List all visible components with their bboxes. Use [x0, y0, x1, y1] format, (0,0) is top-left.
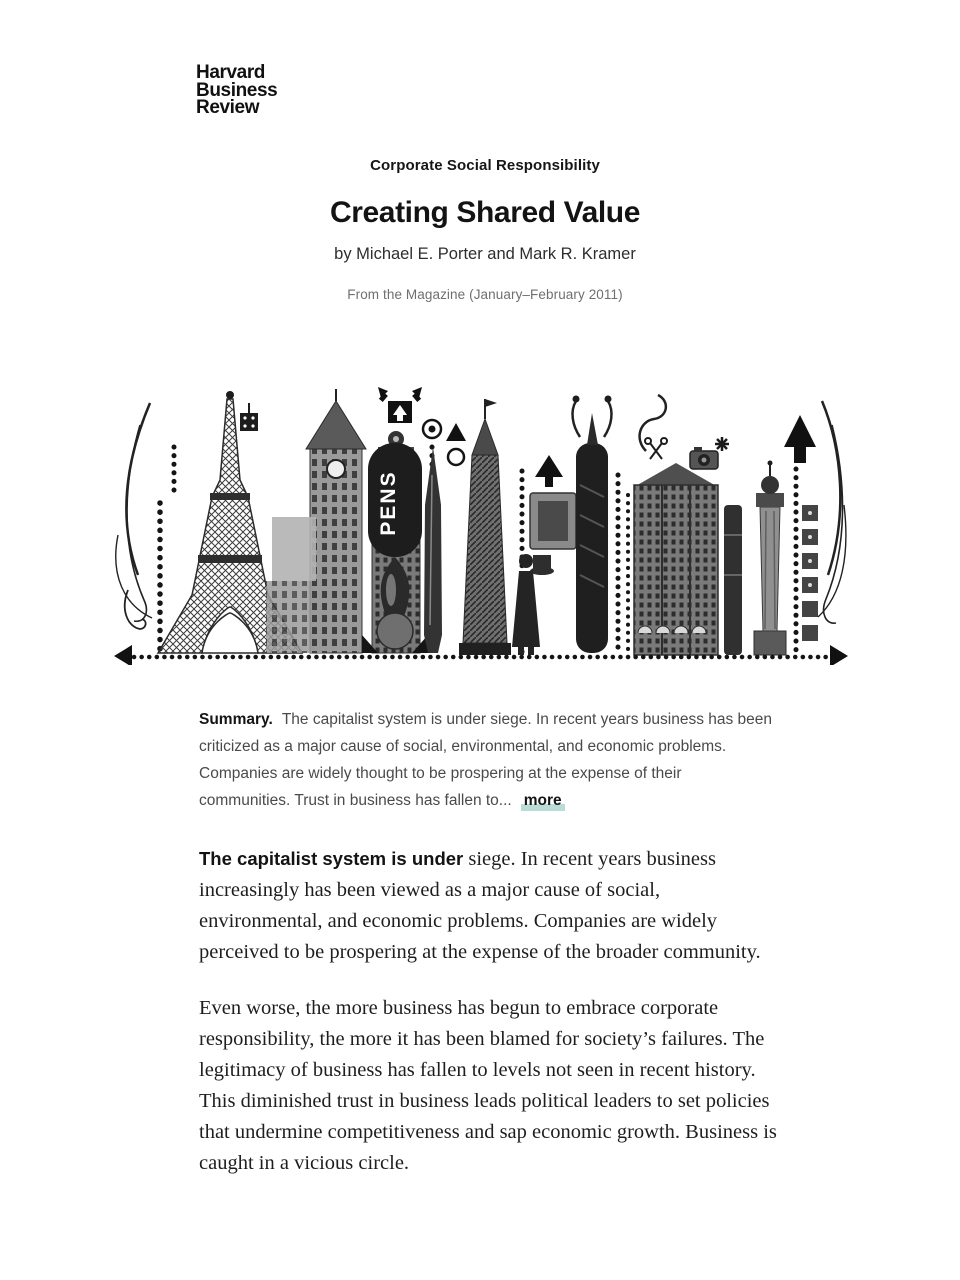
body-paragraph-2: Even worse, the more business has begun to embrace corporate responsibility, the more it has been blamed for society’s failures. The legitimacy of business has fallen to levels not seen in recent history. This diminished trust in business leads political leaders to set policies that undermine competitiveness and sap economic growth. Business is caught in a vicious circle.	[199, 997, 777, 1174]
logo-line-2: Business	[196, 79, 278, 101]
logo-line-1: Harvard	[196, 62, 266, 83]
article-body	[199, 843, 783, 1179]
more-link[interactable]: more	[521, 792, 565, 811]
body-paragraph-1	[199, 843, 783, 968]
topic-link[interactable]: Corporate Social Responsibility	[370, 157, 600, 174]
magazine-source: From the Magazine (January–February 2011)	[347, 287, 623, 302]
paragraph-lead-in: The capitalist system is under	[199, 848, 464, 869]
summary-block	[199, 706, 777, 814]
page-title: Creating Shared Value	[329, 196, 641, 229]
article-header	[199, 157, 771, 302]
summary-label: Summary.	[199, 711, 273, 728]
byline-authors[interactable]: by Michael E. Porter and Mark R. Kramer	[334, 245, 636, 263]
summary-text: The capitalist system is under siege. In recent years business has been criticized as a major cause of social, environmental, and economic problems. Companies are widely thought to be prospering at the expense of their communities. Trust in business has fallen to...	[199, 711, 773, 809]
hbr-logo[interactable]	[196, 64, 277, 117]
logo-line-3: Review	[196, 97, 260, 118]
hero-illustration	[110, 385, 850, 665]
paragraph-1-text: siege. In recent years business increasingly has been viewed as a major cause of social, environmental, and economic problems. Companies are widely perceived to be prospering at the expense of the broader community.	[199, 848, 761, 963]
pens-ad-label: PENS	[377, 470, 400, 536]
